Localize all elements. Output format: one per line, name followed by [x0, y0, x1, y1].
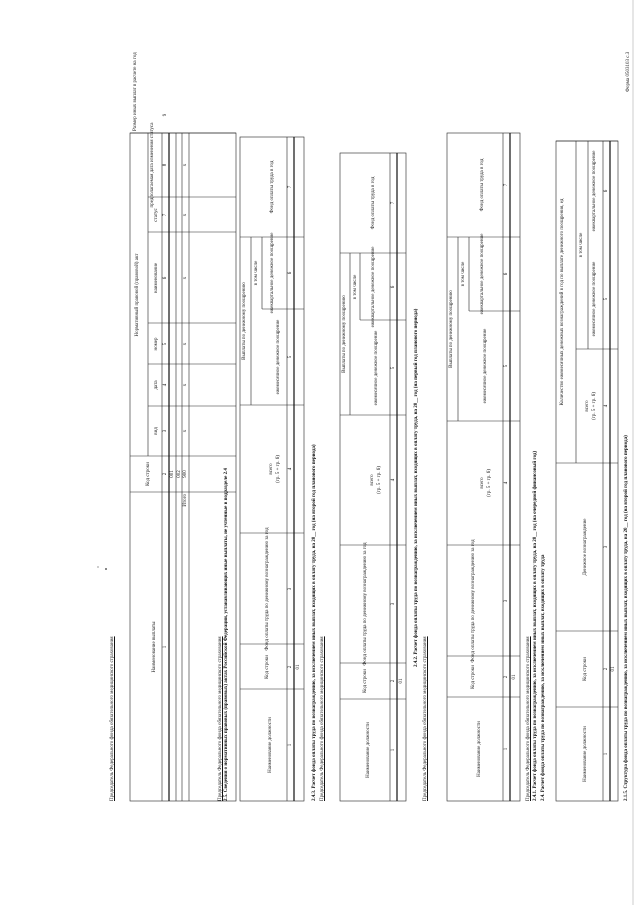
col-quarter-header: ежеквартальное денежное поощрение	[480, 233, 485, 315]
col-quarter-header: ежеквартальное денежное поощрение	[592, 150, 597, 232]
section-footer: Председатель Федерального фонда обязательного медицинского страхования	[526, 636, 531, 801]
col-num: 6	[391, 285, 396, 289]
col-num: 2	[163, 472, 168, 476]
col-incl-header: в том числе	[461, 261, 466, 287]
total-x-mark: x	[183, 163, 188, 167]
section-footer: Председатель Федерального фонда обязательного медицинского страхования	[423, 636, 428, 801]
col-monthly-header: ежемесячное денежное поощрение	[592, 261, 597, 337]
col-incl-header: в том числе	[579, 232, 584, 258]
col-date-header: дата	[154, 380, 159, 390]
row-code: 01	[512, 674, 517, 680]
total-code: 900	[183, 470, 188, 478]
col-num: 7	[163, 213, 168, 217]
col-qty-header: Количество ежемесячных денежных вознаграждений в год по выплате денежного поощрения, ед	[560, 198, 565, 406]
row-code: 01	[399, 678, 404, 684]
col-total-header: всего	[370, 474, 375, 486]
col-num: 6	[604, 189, 609, 193]
col-bonus-header: Выплаты по денежному поощрению	[449, 290, 454, 368]
total-x-mark: x	[183, 429, 188, 433]
col-monthly-header: ежемесячное денежное поощрение	[374, 330, 379, 406]
col-year-header: Фонд оплаты труда в год	[480, 158, 485, 212]
total-label: Итого	[183, 494, 188, 507]
col-monthly-header: ежемесячное денежное поощрение	[483, 328, 488, 404]
col-status-header: статус	[154, 208, 159, 222]
col-num: 7	[504, 183, 509, 187]
form-code: Форма 0503103 с.3	[626, 51, 631, 92]
col-num: 3	[604, 545, 609, 549]
section-2-4-1-title: 2.4.1. Расчет фонда оплаты труда по вознаграждению, за исключением иных выплат, входящих в оплату труда, на 20__ год (на очередной финансовый год)	[533, 450, 538, 801]
col-num: 6	[288, 271, 293, 275]
col-num: 5	[163, 342, 168, 346]
col-num: 3	[391, 602, 396, 606]
section-2-1-5-title: 2.1.5. Структура фонда оплаты труда по вознаграждению, за исключением иных выплат, входящих в оплату труда, на 20__ год (на второй год планового периода)	[624, 435, 629, 801]
col-num: 6	[163, 276, 168, 280]
col-num: 4	[604, 404, 609, 408]
col-num: 1	[504, 747, 509, 751]
col-act-header: Нормативный правовой (правовой) акт	[135, 253, 140, 337]
row-code: 01	[611, 666, 616, 672]
col-incl-header: в том числе	[254, 260, 259, 286]
col-code-header: Код строки	[363, 669, 368, 693]
col-name-header: Наименование должности	[366, 722, 371, 778]
total-x-mark: x	[183, 213, 188, 217]
col-code-header: Код строки	[265, 655, 270, 679]
col-num: 2	[391, 679, 396, 683]
col-incl-header: в том числе	[353, 274, 358, 300]
col-num: 2	[604, 667, 609, 671]
col-bonus-header: Выплаты по денежному поощрению	[242, 282, 247, 360]
col-name-header: Наименование выплаты	[152, 621, 157, 673]
col-num: 4	[391, 478, 396, 482]
col-num: 1	[163, 645, 168, 649]
section-footer: Председатель Федерального фонда обязательного медицинского страхования	[110, 636, 115, 801]
section-footer: Председатель Федерального фонда обязательного медицинского страхования	[320, 636, 325, 801]
col-fund-header: Фонд оплаты труда по денежному вознаграждению за год	[471, 539, 476, 663]
col-total-header: всего	[585, 400, 590, 412]
total-x-mark: x	[183, 383, 188, 387]
section-2-4-3-title: 2.4.3. Расчет фонда оплаты труда по вознаграждению, за исключением иных выплат, входящих в оплату труда, на 20__ год (на второй год планового периода)	[312, 444, 317, 801]
section-2-4-title: 2.4. Расчет фонда оплаты труда по вознаграждению, за исключением иных выплат, входящих в оплату труда	[541, 554, 546, 801]
col-num: 1	[288, 743, 293, 747]
col-total-formula: (гр. 5 + гр. 6)	[276, 455, 281, 483]
col-monthly-header: ежемесячное денежное поощрение	[276, 319, 281, 395]
col-num: 4	[288, 467, 293, 471]
col-quarter-header: ежеквартальное денежное поощрение	[371, 246, 376, 328]
section-2-5-title: 2.5. Сведения о нормативных правовых (правовых) актах Российской Федерации, устанавливающих иные выплаты, не учтенные в подразделе 2.4	[224, 468, 229, 801]
col-num: 9	[163, 113, 168, 117]
col-num: 6	[504, 272, 509, 276]
col-num: 2	[288, 665, 293, 669]
col-num: 1	[604, 752, 609, 756]
col-num: 3	[288, 587, 293, 591]
col-code-header: Код строки	[471, 665, 476, 689]
col-num: 4	[504, 481, 509, 485]
col-total-formula: (гр. 5 + гр. 6)	[487, 469, 492, 497]
row-code: 002	[177, 470, 182, 478]
col-actname-header: наименование	[154, 262, 159, 294]
col-name-header: Наименование должности	[477, 721, 482, 777]
col-num: 7	[288, 185, 293, 189]
col-name-header: Наименование должности	[268, 717, 273, 773]
col-num: 8	[163, 163, 168, 167]
col-num: 5	[504, 364, 509, 368]
section-footer: Председатель Федерального фонда обязательного медицинского страхования	[218, 636, 223, 801]
col-number-header: номер	[154, 337, 159, 351]
row-code: 01	[296, 664, 301, 670]
col-total-formula: (гр. 5 + гр. 6)	[377, 466, 382, 494]
col-code-header: Код строки	[583, 657, 588, 681]
col-num: 3	[163, 429, 168, 433]
col-year-header: Фонд оплаты труда в год	[371, 176, 376, 230]
col-fund-header: Фонд оплаты труда по денежному вознаграждению за год	[363, 542, 368, 666]
total-x-mark: x	[183, 342, 188, 346]
col-num: 7	[391, 201, 396, 205]
total-x-mark: x	[183, 276, 188, 280]
col-code-header: Код строки	[146, 462, 151, 486]
col-year-header: Фонд оплаты труда в год	[270, 160, 275, 214]
col-bonus-header: Выплаты по денежному поощрению	[342, 295, 347, 373]
col-num: 5	[604, 297, 609, 301]
col-num: 3	[504, 599, 509, 603]
col-total-formula: (гр. 5 + гр. 6)	[592, 392, 597, 420]
col-type-header: вид	[154, 427, 159, 435]
col-pdate-header: предполагаемая дата изменения статуса	[150, 122, 155, 208]
col-num: 2	[504, 675, 509, 679]
col-fund-header: Фонд оплаты труда по денежному вознаграждению за год	[265, 527, 270, 651]
col-num: 1	[391, 748, 396, 752]
section-2-4-2-title: 2.4.2. Расчет фонда оплаты труда по вознаграждению, за исключением иных выплат, входящих в оплату труда, на 20__ год (на первый год планового периода)	[414, 308, 419, 667]
col-total-header: всего	[480, 477, 485, 489]
col-size-header: Размер иных выплат в расчете на год	[133, 52, 138, 131]
col-num: 5	[391, 366, 396, 370]
col-num: 4	[163, 383, 168, 387]
col-num: 5	[288, 355, 293, 359]
col-total-header: всего	[269, 463, 274, 475]
col-quarter-header: ежеквартальное денежное поощрение	[270, 232, 275, 314]
table-2-1-5-lines	[556, 141, 618, 801]
row-code: 001	[170, 470, 175, 478]
col-denom-header: Денежное вознаграждение	[583, 518, 588, 576]
col-name-header: Наименование должности	[583, 726, 588, 782]
